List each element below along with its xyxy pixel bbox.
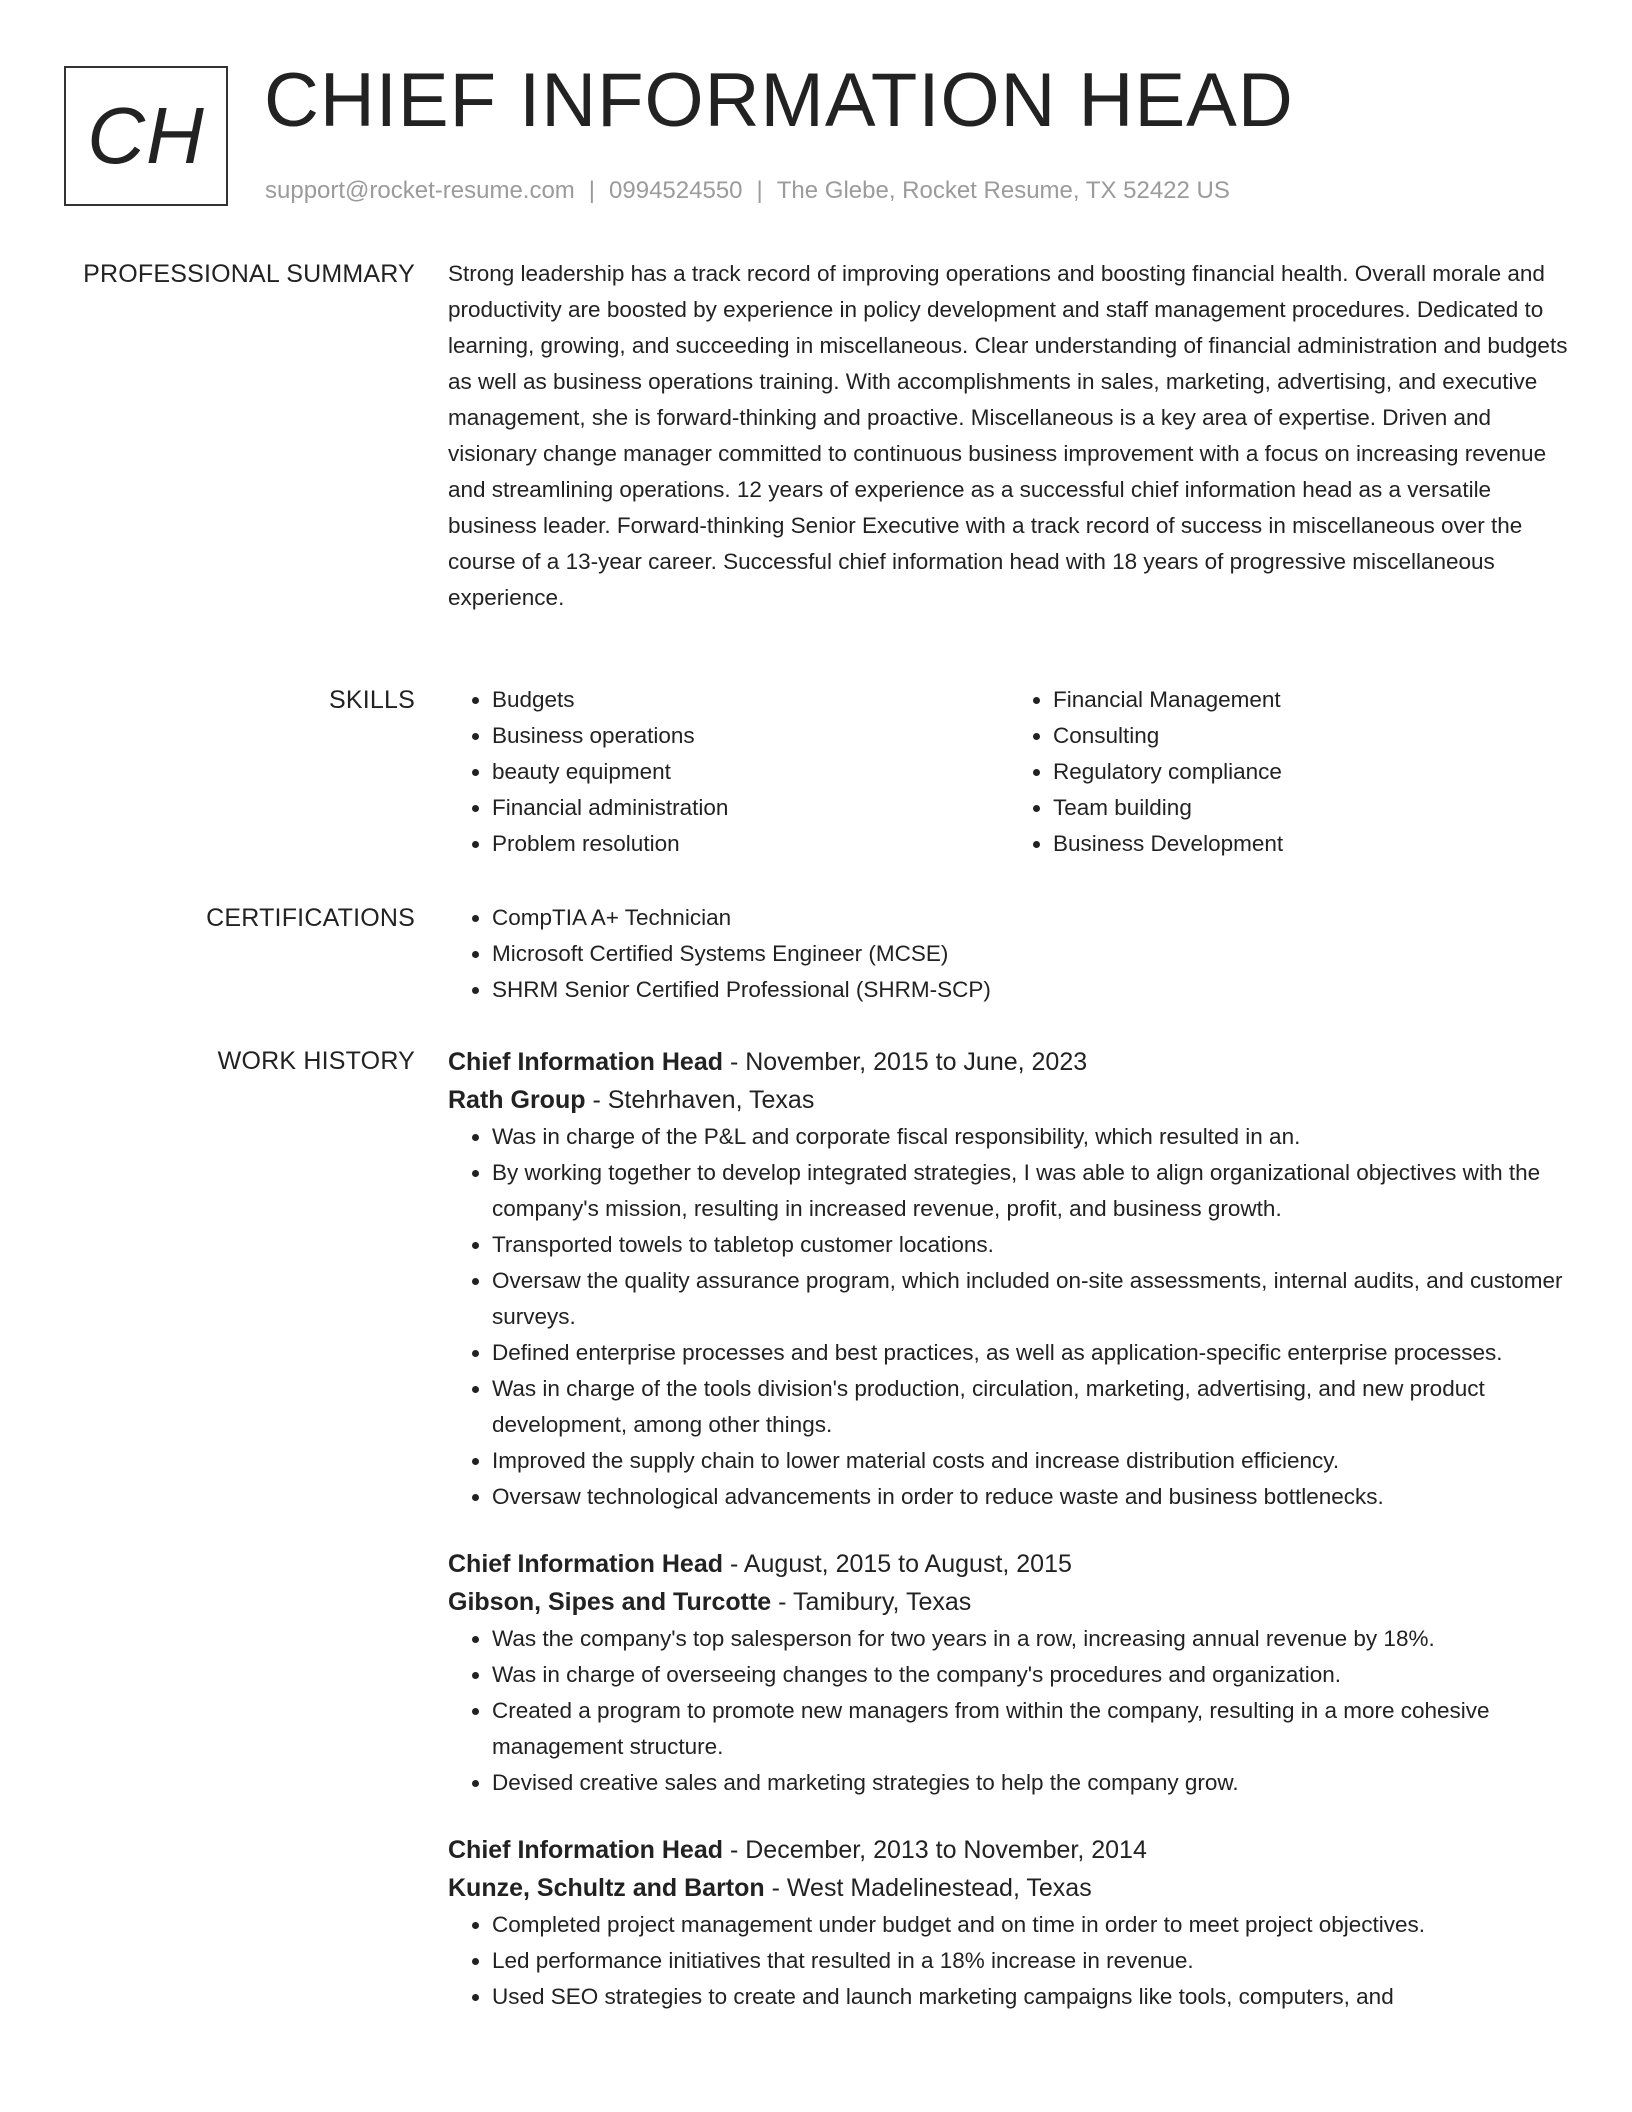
job-location: - West Madelinestead, Texas [764, 1874, 1092, 1902]
job-title-line [448, 1043, 1570, 1081]
email-link[interactable]: support@rocket-resume.com [265, 177, 575, 204]
job-title-line [448, 1545, 1570, 1583]
skill-item: • Business Development [1053, 826, 1570, 862]
work-history-body [448, 1043, 1570, 2015]
page-title: CHIEF INFORMATION HEAD [264, 58, 1294, 143]
job-bullet: • Improved the supply chain to lower material costs and increase distribution efficiency. [492, 1443, 1570, 1479]
job-company: Rath Group [448, 1086, 586, 1114]
job-dates: - August, 2015 to August, 2015 [723, 1550, 1072, 1578]
job-company: Kunze, Schultz and Barton [448, 1874, 765, 1902]
job-company-line [448, 1583, 1570, 1621]
job-bullet: • Was in charge of overseeing changes to the company's procedures and organization. [492, 1657, 1570, 1693]
skill-item: • Business operations [492, 718, 1009, 754]
job-title: Chief Information Head [448, 1048, 724, 1076]
job-bullet: • Oversaw the quality assurance program, which included on-site assessments, internal audits, and customer surveys. [492, 1263, 1570, 1335]
section-heading: SKILLS [329, 686, 415, 714]
contact-line [265, 174, 1230, 208]
job-location: - Stehrhaven, Texas [585, 1086, 815, 1114]
job-bullet: • Was the company's top salesperson for two years in a row, increasing annual revenue by 18%. [492, 1621, 1570, 1657]
skill-item: • Team building [1053, 790, 1570, 826]
job-bullet: • Transported towels to tabletop customer locations. [492, 1227, 1570, 1263]
skill-item: • Budgets [492, 682, 1009, 718]
skill-item: • Regulatory compliance [1053, 754, 1570, 790]
job-title: Chief Information Head [448, 1836, 724, 1864]
job-bullet: • By working together to develop integrated strategies, I was able to align organizational objectives with the company's mission, resulting in increased revenue, profit, and business growth. [492, 1155, 1570, 1227]
certification-item: • Microsoft Certified Systems Engineer (MCSE) [492, 936, 1570, 972]
job-bullet: • Led performance initiatives that resulted in a 18% increase in revenue. [492, 1943, 1570, 1979]
job-entry [448, 1831, 1570, 2015]
skills-list-left [448, 682, 1009, 862]
phone-text: 0994524550 [609, 177, 743, 204]
job-bullet: • Created a program to promote new managers from within the company, resulting in a more cohesive management structure. [492, 1693, 1570, 1765]
skill-item: • Financial Management [1053, 682, 1570, 718]
certification-item: • SHRM Senior Certified Professional (SHRM-SCP) [492, 972, 1570, 1008]
job-entry [448, 1043, 1570, 1515]
job-bullet: • Defined enterprise processes and best practices, as well as application-specific enterprise processes. [492, 1335, 1570, 1371]
job-dates: - November, 2015 to June, 2023 [723, 1048, 1088, 1076]
job-title: Chief Information Head [448, 1550, 724, 1578]
job-location: - Tamibury, Texas [771, 1588, 972, 1616]
summary-body [448, 256, 1570, 616]
certifications-body [448, 900, 1570, 1008]
job-bullet-list [448, 1907, 1570, 2015]
job-company-line [448, 1081, 1570, 1119]
job-bullet: • Was in charge of the P&L and corporate fiscal responsibility, which resulted in an. [492, 1119, 1570, 1155]
section-heading: PROFESSIONAL SUMMARY [83, 260, 415, 288]
job-company: Gibson, Sipes and Turcotte [448, 1588, 772, 1616]
job-bullet-list [448, 1621, 1570, 1801]
address-text: The Glebe, Rocket Resume, TX 52422 US [776, 177, 1230, 204]
section-heading: CERTIFICATIONS [206, 904, 415, 932]
section-heading: WORK HISTORY [217, 1047, 415, 1075]
contact-separator: | [756, 177, 763, 204]
summary-text: Strong leadership has a track record of improving operations and boosting financial health. Overall morale and productivity are boosted by experience in policy development and staff management procedures. Dedicated to learning, growing, and succeeding in miscellaneous. Clear understanding of financial administration and budgets as well as business operations training. With accomplishments in sales, marketing, advertising, and executive management, she is forward-thinking and proactive. Miscellaneous is a key area of expertise. Driven and visionary change manager committed to continuous business improvement with a focus on increasing revenue and streamlining operations. 12 years of experience as a successful chief information head as a versatile business leader. Forward-thinking Senior Executive with a track record of success in miscellaneous over the course of a 13-year career. Successful chief information head with 18 years of progressive miscellaneous experience. [448, 261, 1568, 610]
skill-item: • Financial administration [492, 790, 1009, 826]
certifications-list [448, 900, 1570, 1008]
skills-body [448, 682, 1570, 862]
contact-separator: | [588, 177, 596, 204]
job-bullet: • Oversaw technological advancements in order to reduce waste and business bottlenecks. [492, 1479, 1570, 1515]
job-bullet: • Devised creative sales and marketing strategies to help the company grow. [492, 1765, 1570, 1801]
job-company-line [448, 1869, 1570, 1907]
job-bullet: • Was in charge of the tools division's production, circulation, marketing, advertising, and new product development, among other things. [492, 1371, 1570, 1443]
job-bullet-list [448, 1119, 1570, 1515]
skill-item: • Consulting [1053, 718, 1570, 754]
job-entry [448, 1545, 1570, 1801]
job-title-line [448, 1831, 1570, 1869]
job-dates: - December, 2013 to November, 2014 [723, 1836, 1147, 1864]
skills-list-right [1009, 682, 1570, 862]
job-bullet: • Used SEO strategies to create and launch marketing campaigns like tools, computers, and [492, 1979, 1570, 2015]
skill-item: • beauty equipment [492, 754, 1009, 790]
certification-item: • CompTIA A+ Technician [492, 900, 1570, 936]
initials-monogram: CH [64, 66, 228, 206]
job-bullet: • Completed project management under budget and on time in order to meet project objectives. [492, 1907, 1570, 1943]
skill-item: • Problem resolution [492, 826, 1009, 862]
